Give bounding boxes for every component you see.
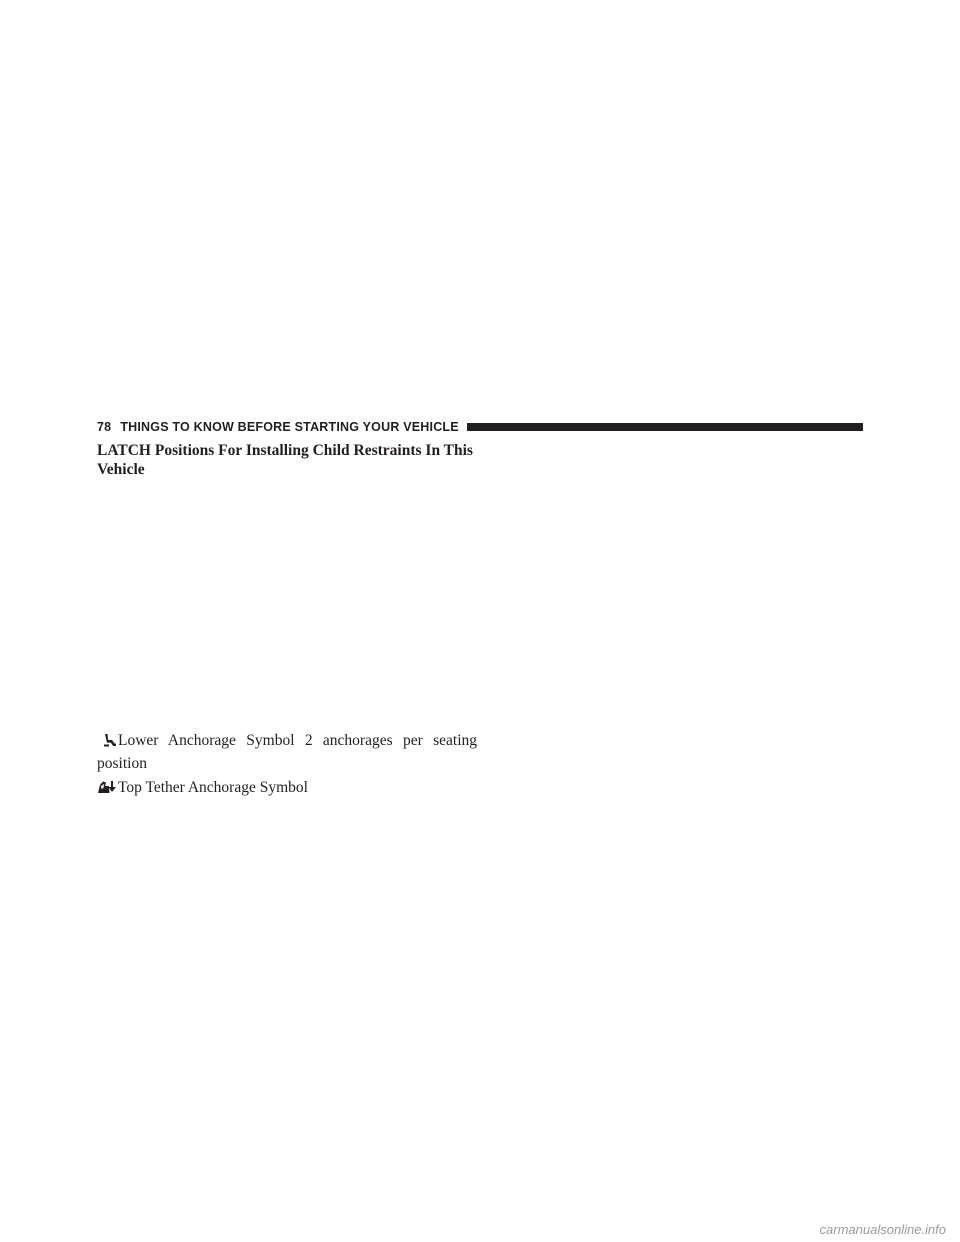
legend-item-lower-anchorage [97,730,477,774]
legend-text-lower-anchorage: Lower Anchorage Symbol 2 anchorages per seating position [97,732,477,772]
watermark-text: carmanualsonline.info [819,1222,946,1237]
section-title: LATCH Positions For Installing Child Restraints In This Vehicle [97,442,473,478]
lower-anchorage-icon [103,732,116,753]
page-number: 78 [97,420,112,434]
legend-text-top-tether: Top Tether Anchorage Symbol [118,779,308,796]
running-title: THINGS TO KNOW BEFORE STARTING YOUR VEHICLE [120,420,459,434]
page-header [97,420,863,434]
watermark [0,1222,960,1242]
header-rule [467,423,863,431]
top-tether-anchorage-icon [97,779,116,800]
legend-item-top-tether [97,777,477,800]
